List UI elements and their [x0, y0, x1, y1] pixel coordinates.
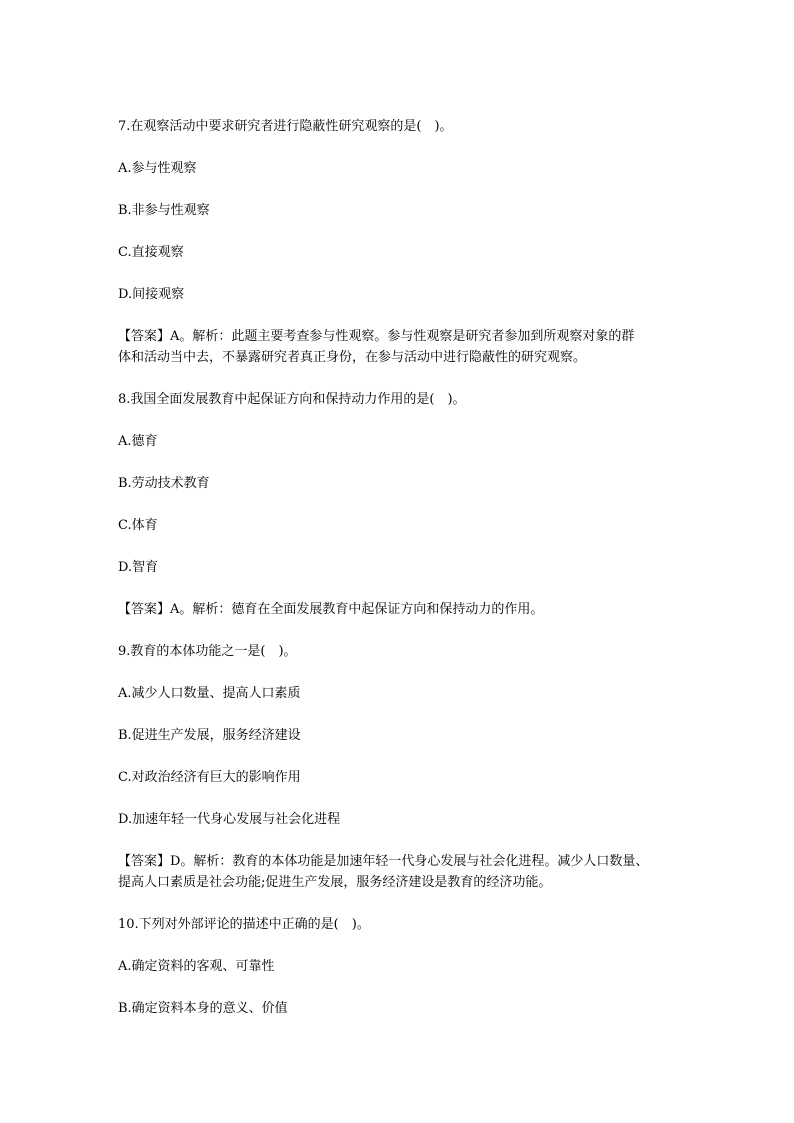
option-c: C.直接观察: [118, 245, 184, 260]
question-stem: 10.下列对外部评论的描述中正确的是( )。: [118, 917, 370, 932]
option-b: B.非参与性观察: [118, 203, 210, 218]
question-stem: 8.我国全面发展教育中起保证方向和保持动力作用的是( )。: [118, 392, 466, 407]
option-d: D.间接观察: [118, 287, 185, 302]
answer-line: 提高人口素质是社会功能;促进生产发展，服务经济建设是教育的经济功能。: [118, 875, 552, 890]
question-stem: 9.教育的本体功能之一是( )。: [118, 644, 297, 659]
option-a: A.参与性观察: [118, 161, 197, 176]
option-d: D.智育: [118, 560, 159, 575]
answer-explanation: [118, 851, 688, 893]
question-block: [118, 641, 688, 893]
option-a: A.确定资料的客观、可靠性: [118, 959, 275, 974]
option-b: B.劳动技术教育: [118, 476, 210, 491]
option-b: B.促进生产发展，服务经济建设: [118, 728, 301, 743]
option-a: A.减少人口数量、提高人口素质: [118, 686, 301, 701]
question-block: [118, 116, 688, 368]
question-stem: 7.在观察活动中要求研究者进行隐蔽性研究观察的是( )。: [118, 119, 453, 134]
answer-line: 【答案】A。解析：德育在全面发展教育中起保证方向和保持动力的作用。: [118, 602, 544, 617]
answer-line: 体和活动当中去，不暴露研究者真正身份，在参与活动中进行隐蔽性的研究观察。: [118, 350, 587, 365]
answer-line: 【答案】D。解析：教育的本体功能是加速年轻一代身心发展与社会化进程。减少人口数量、: [118, 854, 649, 869]
option-b: B.确定资料本身的意义、价值: [118, 1001, 288, 1016]
option-d: D.加速年轻一代身心发展与社会化进程: [118, 812, 341, 827]
answer-line: 【答案】A。解析：此题主要考查参与性观察。参与性观察是研究者参加到所观察对象的群: [118, 329, 635, 344]
answer-explanation: [118, 599, 688, 620]
question-block: [118, 914, 688, 1019]
answer-explanation: [118, 326, 688, 368]
option-c: C.对政治经济有巨大的影响作用: [118, 770, 301, 785]
option-a: A.德育: [118, 434, 158, 449]
option-c: C.体育: [118, 518, 158, 533]
document-page: [118, 116, 688, 1040]
question-block: [118, 389, 688, 620]
